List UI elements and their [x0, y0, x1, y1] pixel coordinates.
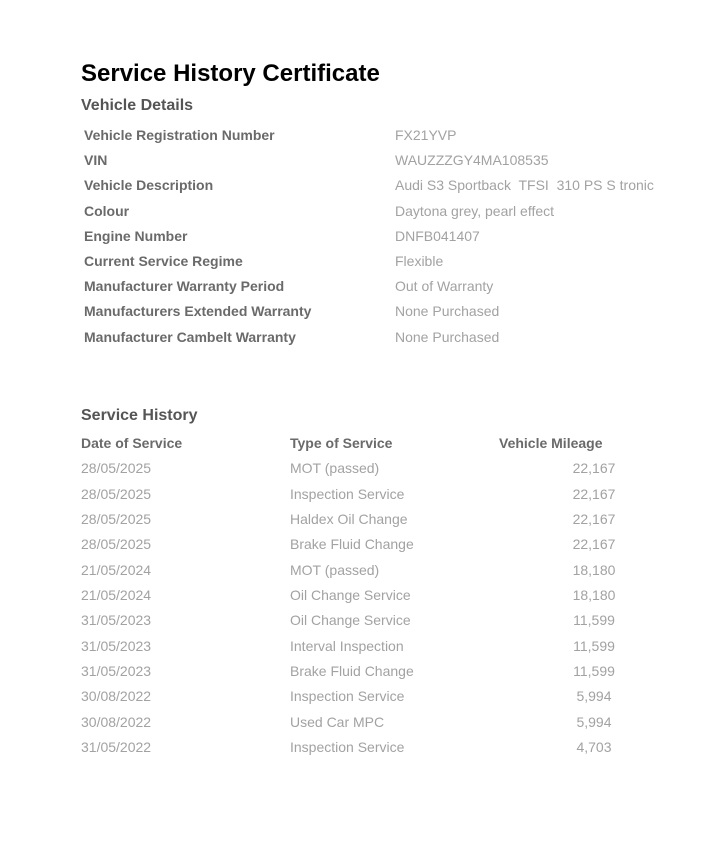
- detail-value: None Purchased: [395, 303, 500, 320]
- service-date: 31/05/2022: [81, 739, 152, 756]
- service-type: Haldex Oil Change: [290, 510, 408, 527]
- detail-row-cambelt-warranty: [84, 328, 684, 353]
- detail-label: Manufacturers Extended Warranty: [84, 303, 312, 320]
- service-mileage: 22,167: [572, 510, 616, 527]
- table-row: [81, 459, 641, 484]
- table-row: [81, 611, 641, 636]
- service-type: Oil Change Service: [290, 612, 411, 629]
- service-date: 28/05/2025: [81, 460, 152, 477]
- service-history-heading: Service History: [81, 407, 198, 424]
- service-type: Oil Change Service: [290, 587, 411, 604]
- detail-label: Manufacturer Warranty Period: [84, 278, 285, 295]
- service-type: MOT (passed): [290, 460, 380, 477]
- service-mileage: 11,599: [573, 663, 615, 680]
- service-type: Brake Fluid Change: [290, 536, 414, 553]
- service-date: 31/05/2023: [81, 612, 152, 629]
- service-date: 21/05/2024: [81, 561, 152, 578]
- detail-value: DNFB041407: [395, 227, 480, 244]
- service-date: 28/05/2025: [81, 485, 152, 502]
- detail-value: Flexible: [395, 252, 444, 269]
- service-mileage: 5,994: [576, 688, 612, 705]
- table-row: [81, 662, 641, 687]
- detail-label: Manufacturer Cambelt Warranty: [84, 328, 296, 345]
- service-date: 30/08/2022: [81, 713, 152, 730]
- service-mileage: 4,703: [576, 739, 612, 756]
- service-type: Interval Inspection: [290, 637, 404, 654]
- service-type: Inspection Service: [290, 485, 405, 502]
- detail-label: Vehicle Registration Number: [84, 127, 275, 143]
- detail-value: Audi S3 Sportback TFSI 310 PS S tronic: [395, 177, 654, 194]
- table-row: [81, 561, 641, 586]
- detail-row-description: [84, 176, 684, 201]
- service-date: 31/05/2023: [81, 637, 152, 654]
- service-date: 28/05/2025: [81, 510, 152, 527]
- service-date: 30/08/2022: [81, 688, 152, 705]
- detail-value: Out of Warranty: [395, 278, 494, 295]
- detail-value: FX21YVP: [395, 127, 457, 143]
- table-row: [81, 586, 641, 611]
- page-title: Service History Certificate: [81, 60, 380, 87]
- service-type: Inspection Service: [290, 688, 405, 705]
- service-mileage: 22,167: [572, 460, 616, 477]
- table-row: [81, 485, 641, 510]
- service-date: 21/05/2024: [81, 587, 152, 604]
- detail-value: Daytona grey, pearl effect: [395, 202, 555, 219]
- service-date: 31/05/2023: [81, 663, 152, 680]
- vehicle-details-heading: Vehicle Details: [81, 97, 194, 114]
- detail-row-vin: [84, 151, 684, 176]
- service-mileage: 22,167: [572, 536, 616, 553]
- detail-label: Vehicle Description: [84, 177, 214, 194]
- table-row: [81, 535, 641, 560]
- service-history-table: [81, 434, 641, 763]
- table-header-row: [81, 434, 641, 459]
- detail-row-engine-number: [84, 227, 684, 252]
- column-header-date: Date of Service: [81, 435, 183, 451]
- detail-label: Colour: [84, 202, 130, 219]
- service-mileage: 18,180: [572, 561, 616, 578]
- detail-label: Engine Number: [84, 227, 188, 244]
- detail-value: None Purchased: [395, 328, 500, 345]
- table-row: [81, 738, 641, 763]
- service-mileage: 18,180: [572, 587, 616, 604]
- table-row: [81, 713, 641, 738]
- table-row: [81, 510, 641, 535]
- table-row: [81, 687, 641, 712]
- service-mileage: 11,599: [573, 637, 615, 654]
- service-type: Used Car MPC: [290, 713, 385, 730]
- service-type: Brake Fluid Change: [290, 663, 414, 680]
- service-mileage: 5,994: [576, 713, 612, 730]
- detail-label: Current Service Regime: [84, 252, 243, 269]
- service-mileage: 22,167: [572, 485, 616, 502]
- vehicle-details-list: [84, 126, 684, 353]
- detail-row-colour: [84, 202, 684, 227]
- detail-value: WAUZZZGY4MA108535: [395, 152, 549, 169]
- detail-row-registration: [84, 126, 684, 151]
- column-header-type: Type of Service: [290, 435, 393, 451]
- detail-row-extended-warranty: [84, 302, 684, 327]
- table-row: [81, 637, 641, 662]
- column-header-mileage: Vehicle Mileage: [499, 435, 603, 451]
- detail-row-warranty-period: [84, 277, 684, 302]
- service-type: Inspection Service: [290, 739, 405, 756]
- service-date: 28/05/2025: [81, 536, 152, 553]
- detail-label: VIN: [84, 152, 108, 169]
- service-mileage: 11,599: [573, 612, 615, 629]
- service-type: MOT (passed): [290, 561, 380, 578]
- detail-row-service-regime: [84, 252, 684, 277]
